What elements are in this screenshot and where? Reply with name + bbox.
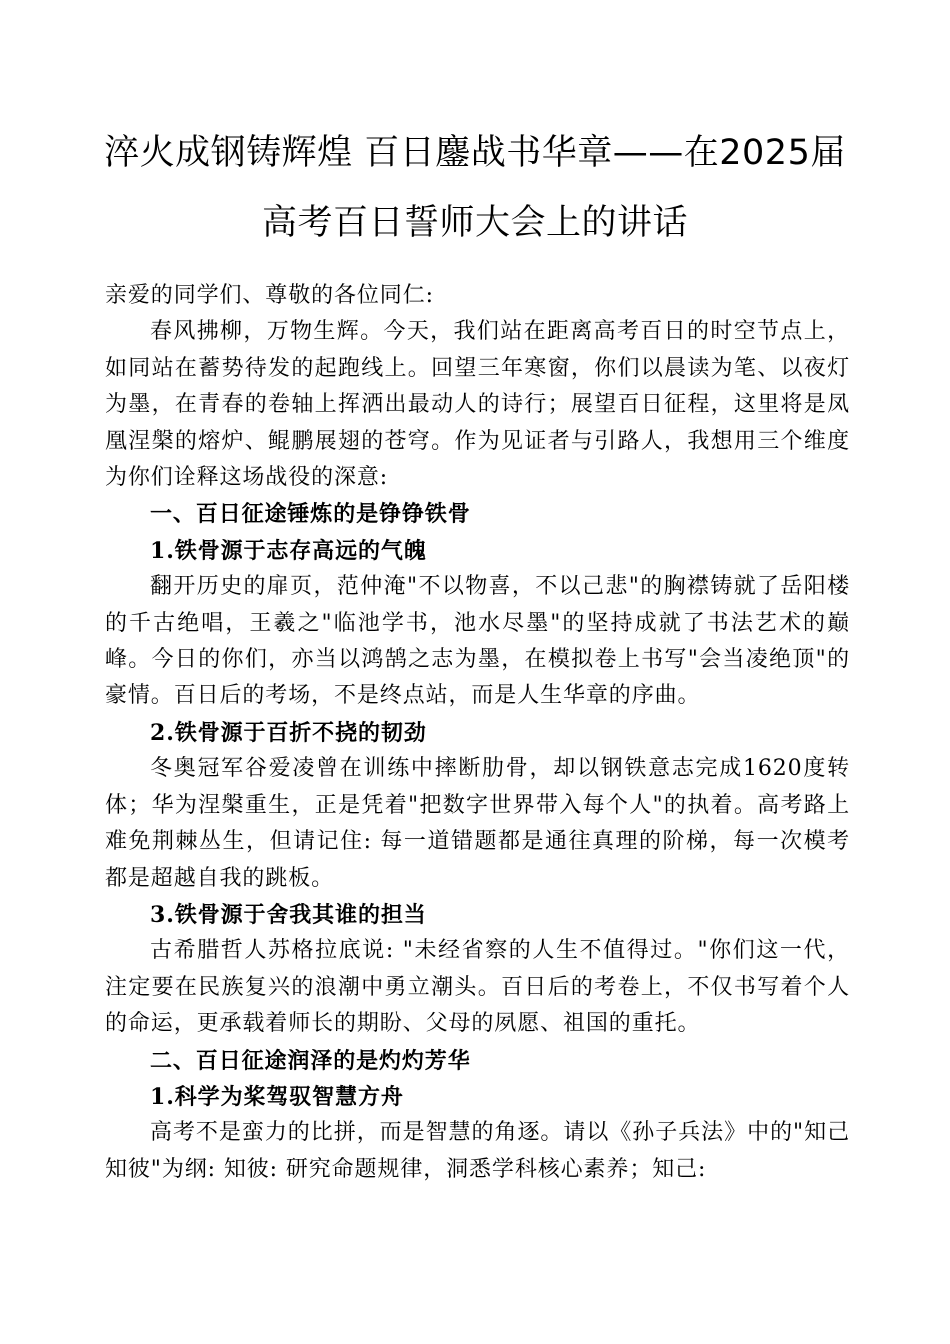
- document-title-line2: 高考百日誓师大会上的讲话: [261, 203, 688, 243]
- document-title-line1: 淬火成钢铸辉煌 百日鏖战书华章——在2025届: [104, 133, 846, 173]
- paragraph-1-3: 古希腊哲人苏格拉底说: "未经省察的人生不值得过。"你们这一代，注定要在民族复兴的浪潮中勇立潮头。百日后的考卷上，不仅书写着个人的命运，更承载着师长的期盼、父母的夙愿、祖国的重托。: [105, 938, 850, 1037]
- subheading-1-3: 3.铁骨源于舍我其谁的担当: [150, 901, 427, 928]
- subheading-2-1: 1.科学为桨驾驭智慧方舟: [150, 1083, 404, 1110]
- section-heading-2: 二、百日征途润泽的是灼灼芳华: [150, 1047, 471, 1074]
- section-heading-1: 一、百日征途锤炼的是铮铮铁骨: [150, 501, 471, 528]
- salutation: 亲爱的同学们、尊敬的各位同仁:: [105, 283, 434, 308]
- paragraph-1-2: 冬奥冠军谷爱凌曾在训练中摔断肋骨，却以钢铁意志完成1620度转体；华为涅槃重生，正是凭着"把数字世界带入每个人"的执着。高考路上难免荆棘丛生，但请记住: 每一道错题都是通往真理的阶梯，每一次模考都是超越自我的跳板。: [105, 756, 850, 891]
- subheading-1-2: 2.铁骨源于百折不挠的韧劲: [150, 719, 427, 746]
- subheading-1-1: 1.铁骨源于志存高远的气魄: [150, 537, 427, 564]
- paragraph-2-1: 高考不是蛮力的比拼，而是智慧的角逐。请以《孙子兵法》中的"知己知彼"为纲: 知彼: 研究命题规律，洞悉学科核心素养；知己:: [105, 1120, 850, 1182]
- document-body: [105, 278, 850, 1188]
- paragraph-intro: 春风拂柳，万物生辉。今天，我们站在距离高考百日的时空节点上，如同站在蓄势待发的起跑线上。回望三年寒窗，你们以晨读为笔、以夜灯为墨，在青春的卷轴上挥洒出最动人的诗行；展望百日征程，这里将是凤凰涅槃的熔炉、鲲鹏展翅的苍穹。作为见证者与引路人，我想用三个维度为你们诠释这场战役的深意:: [105, 319, 850, 491]
- paragraph-1-1: 翻开历史的扉页，范仲淹"不以物喜，不以己悲"的胸襟铸就了岳阳楼的千古绝唱，王羲之"临池学书，池水尽墨"的坚持成就了书法艺术的巅峰。今日的你们，亦当以鸿鹄之志为墨，在模拟卷上书写"会当凌绝顶"的豪情。百日后的考场，不是终点站，而是人生华章的序曲。: [105, 574, 850, 709]
